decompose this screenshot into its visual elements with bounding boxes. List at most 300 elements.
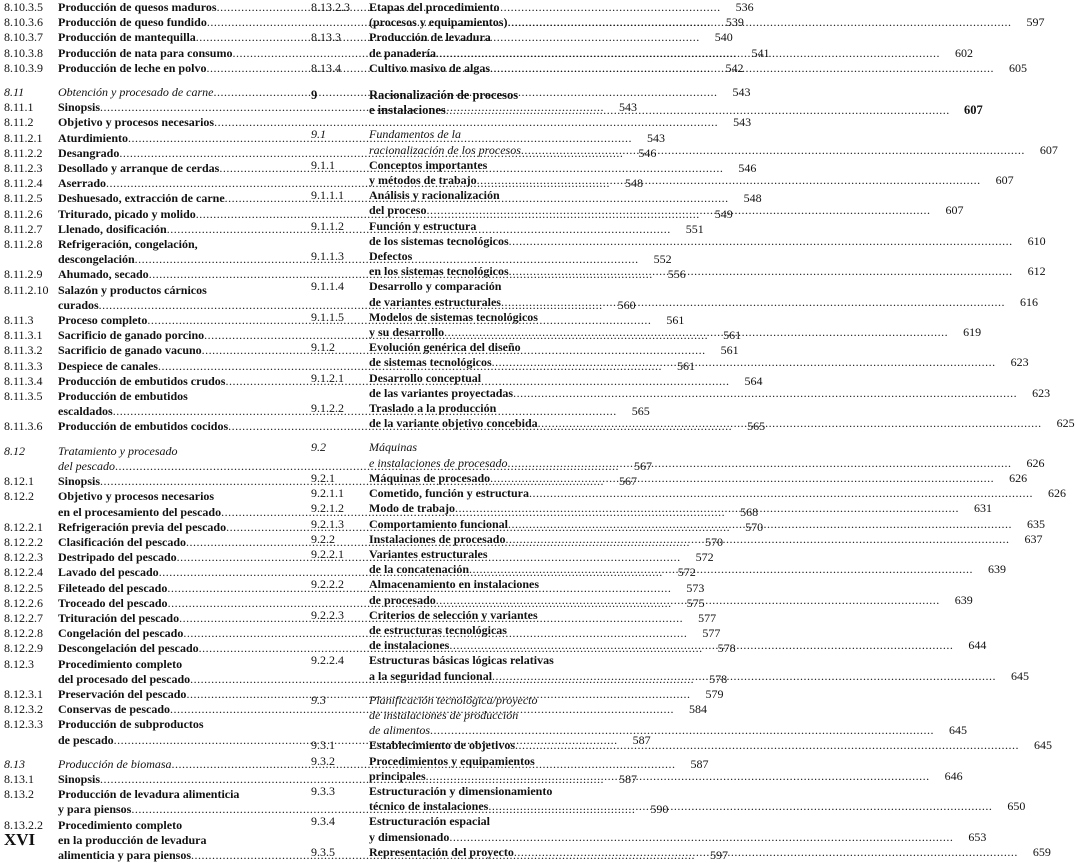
toc-entry-page: 578 [717, 641, 736, 656]
toc-entry-text: Proceso completo [58, 313, 148, 328]
toc-entry-text: Destripado del pescado [58, 550, 177, 565]
toc-entry-text: Modelos de sistemas tecnológicos [369, 309, 538, 324]
toc-entry-text: Lavado del pescado [58, 565, 159, 580]
toc-entry-page: 564 [744, 373, 763, 388]
toc-entry-line [58, 389, 292, 404]
toc-entry-text: Instalaciones de procesado [369, 531, 506, 546]
toc-entry-text: Conceptos importantes [369, 157, 488, 172]
toc-entry-number: 9.3.3 [311, 783, 335, 798]
toc-entry-number: 8.11.1 [4, 100, 34, 115]
toc-entry-number: 8.12.2.4 [4, 565, 43, 580]
toc-entry-text: Establecimiento de objetivos [369, 738, 515, 753]
toc-entry-number: 9.2.2.2 [311, 577, 344, 592]
toc-entry-text: Deshuesado, extracción de carne [58, 191, 225, 206]
toc-entry-page: 616 [1019, 294, 1038, 309]
toc-entry-line [369, 723, 967, 738]
toc-entry-page: 607 [945, 203, 964, 218]
toc-entry-number: 9.2.2.3 [311, 607, 344, 622]
toc-entry-number: 8.13.3 [311, 30, 341, 45]
toc-entry-number: 9.2 [311, 440, 326, 455]
toc-entry-page: 577 [698, 610, 717, 625]
toc-entry-page: 573 [686, 580, 705, 595]
dot-leader [426, 769, 930, 784]
toc-entry-page: 565 [631, 404, 650, 419]
toc-entry-number: 8.11.2.6 [4, 206, 43, 221]
toc-entry-line [369, 188, 597, 203]
toc-entry-page: 587 [690, 756, 709, 771]
toc-entry-text: Producción de embutidos crudos [58, 373, 226, 388]
toc-entry-line [369, 88, 597, 103]
toc-entry-page: 579 [705, 686, 724, 701]
toc-entry-page: 639 [954, 592, 973, 607]
toc-entry-text: Aserrado [58, 176, 106, 191]
toc-entry-number: 8.11.2.1 [4, 130, 43, 145]
toc-entry-number: 8.12.3.1 [4, 686, 43, 701]
toc-entry-page: 635 [1027, 516, 1045, 531]
dot-leader [521, 143, 1025, 158]
toc-entry-number: 8.11.2.9 [4, 267, 43, 282]
toc-entry-line [369, 310, 597, 325]
toc-entry-number: 9.1.1.5 [311, 309, 344, 324]
toc-entry-page: 625 [1056, 416, 1075, 431]
toc-entry-page: 549 [714, 206, 733, 221]
toc-entry-page: 587 [632, 732, 651, 747]
toc-entry-page: 546 [738, 161, 757, 176]
toc-entry-line [369, 693, 597, 708]
toc-entry-line [369, 577, 597, 592]
toc-entry-page: 570 [705, 534, 723, 549]
toc-entry-text: Descongelación del pescado [58, 641, 199, 656]
toc-entry-number: 9.1.1 [311, 157, 335, 172]
toc-entry-text: Procedimiento completo [58, 817, 183, 832]
toc-entry-text: y métodos de trabajo [369, 173, 477, 188]
dot-leader [490, 61, 994, 76]
toc-entry-text: Sinopsis [58, 100, 101, 115]
toc-entry-number: 8.11.3.3 [4, 358, 43, 373]
toc-entry-page: 626 [1026, 455, 1045, 470]
dot-leader [529, 486, 1033, 501]
toc-entry-number: 8.11.2.5 [4, 191, 43, 206]
toc-entry-text: Producción de nata para consumo [58, 45, 233, 60]
toc-entry-text: Estructuración espacial [369, 814, 490, 829]
toc-entry-text: de sistemas tecnológicos [369, 355, 492, 370]
toc-entry-text: Defectos [369, 249, 413, 264]
toc-entry-text: Producción de mantequilla [58, 30, 196, 45]
toc-entry-text: Producción de queso fundido [58, 15, 207, 30]
dot-leader [455, 501, 959, 516]
toc-entry-number: 9.1.1.1 [311, 188, 344, 203]
toc-entry-text: Planificación tecnológica/proyecto [369, 692, 538, 707]
dot-leader [501, 295, 1005, 310]
dot-leader [505, 532, 1009, 547]
toc-entry-text: de la variante objetivo concebida [369, 416, 538, 431]
toc-entry-page: 542 [725, 60, 744, 75]
toc-entry-text: e instalaciones de procesado [369, 455, 508, 470]
toc-entry-page: 540 [714, 30, 733, 45]
toc-entry-text: Máquinas de procesado [369, 470, 491, 485]
toc-entry-page: 650 [1007, 799, 1026, 814]
toc-entry-title [58, 115, 752, 130]
toc-entry-number: 9.3.4 [311, 814, 335, 829]
toc-entry-page: 572 [677, 565, 696, 580]
toc-entry-text: Traslado a la producción [369, 401, 497, 416]
toc-entry-text: del pescado [58, 458, 115, 473]
toc-entry-number: 9.2.1.2 [311, 501, 344, 516]
toc-entry-page: 607 [995, 173, 1014, 188]
toc-entry-number: 9 [311, 88, 318, 103]
toc-entry-page: 612 [1027, 264, 1046, 279]
toc-entry-page: 639 [988, 562, 1006, 577]
toc-entry-page: 561 [720, 343, 739, 358]
toc-entry-line [369, 784, 597, 799]
toc-entry-page: 587 [619, 771, 638, 786]
toc-entry-number: 8.11.3.5 [4, 389, 43, 404]
toc-entry-text: Producción de biomasa [58, 756, 172, 771]
toc-entry-number: 8.12.3.2 [4, 702, 43, 717]
toc-entry-text: Cultivo masivo de algas [369, 60, 491, 75]
toc-entry-line [369, 623, 597, 638]
toc-entry-number: 9.3.2 [311, 753, 335, 768]
toc-entry-line [58, 717, 292, 732]
toc-entry-text: Comportamiento funcional [369, 516, 508, 531]
toc-entry-line [58, 833, 292, 848]
toc-entry-text: curados [58, 297, 99, 312]
toc-entry-text: Desarrollo y comparación [369, 279, 502, 294]
toc-entry-text: de estructuras tecnológicas [369, 622, 507, 637]
dot-leader [436, 593, 940, 608]
toc-entry-page: 623 [1010, 355, 1029, 370]
toc-entry-page: 578 [709, 671, 728, 686]
toc-entry-number: 9.2.2.1 [311, 546, 344, 561]
toc-entry-page: 644 [968, 638, 987, 653]
dot-leader [492, 355, 996, 370]
dot-leader [515, 738, 1019, 753]
toc-entry-text: Estructuración y dimensionamiento [369, 783, 553, 798]
toc-entry-page: 626 [1047, 486, 1066, 501]
toc-entry-number: 8.12.3.3 [4, 717, 43, 732]
toc-entry-number: 8.12.2.8 [4, 626, 43, 641]
toc-entry-page: 607 [963, 103, 983, 118]
toc-entry-page: 577 [702, 626, 721, 641]
toc-entry-text: Producción de embutidos [58, 389, 188, 404]
toc-entry-page: 546 [638, 145, 657, 160]
toc-entry-text: Etapas del procedimiento [369, 0, 500, 14]
toc-entry-text: Clasificación del pescado [58, 534, 186, 549]
toc-entry-number: 8.12.2 [4, 489, 34, 504]
toc-entry-text: e instalaciones [369, 103, 446, 118]
toc-entry-line [58, 657, 292, 672]
toc-entry-page: 637 [1024, 531, 1043, 546]
toc-entry-page: 560 [617, 297, 636, 312]
toc-entry-text: Llenado, dosificación [58, 221, 167, 236]
toc-entry-text: de variantes estructurales [369, 294, 501, 309]
toc-entry-line [369, 127, 597, 142]
toc-entry-number: 8.11.3.2 [4, 343, 43, 358]
toc-entry-text: de instalaciones [369, 638, 450, 653]
toc-entry-text: de panadería [369, 45, 437, 60]
toc-entry-text: y dimensionado [369, 829, 450, 844]
toc-entry-text: Refrigeración previa del pescado [58, 519, 227, 534]
toc-entry-page: 567 [633, 458, 652, 473]
dot-leader [492, 669, 996, 684]
toc-entry-title [369, 814, 987, 844]
toc-entry-number: 9.3 [311, 692, 326, 707]
toc-entry-line [369, 547, 597, 562]
toc-entry-page: 543 [733, 115, 752, 130]
toc-entry-number: 9.2.1 [311, 470, 335, 485]
toc-entry-page: 597 [1026, 15, 1045, 30]
toc-entry-page: 653 [968, 829, 987, 844]
toc-entry-line [369, 401, 597, 416]
toc-entry [311, 486, 1066, 501]
toc-entry-page: 602 [955, 45, 974, 60]
toc-entry-text: Obtención y procesado de carne [58, 85, 214, 100]
toc-entry-text: de procesado [369, 592, 436, 607]
toc-entry-number: 8.13.2.3 [311, 0, 350, 14]
toc-entry-page: 575 [686, 595, 705, 610]
toc-entry-number: 9.1.2.2 [311, 401, 344, 416]
toc-entry-page: 597 [710, 847, 729, 862]
toc-entry-page: 548 [625, 176, 643, 191]
dot-leader [509, 234, 1013, 249]
toc-entry-number: 9.2.1.1 [311, 486, 344, 501]
dot-leader [488, 799, 992, 814]
toc-entry-text: Modo de trabajo [369, 501, 455, 516]
toc-entry-page: 543 [619, 100, 638, 115]
page-folio: XVI [4, 830, 36, 849]
toc-entry-page: 568 [740, 504, 759, 519]
toc-entry-text: Fileteado del pescado [58, 580, 168, 595]
toc-entry-text: Función y estructura [369, 218, 477, 233]
toc-entry-text: Producción de quesos maduros [58, 0, 217, 14]
toc-entry-text: Sacrificio de ganado porcino [58, 328, 205, 343]
toc-entry-page: 572 [695, 550, 714, 565]
toc-entry-number: 8.11.3.6 [4, 419, 43, 434]
toc-entry-number: 8.10.3.8 [4, 45, 43, 60]
toc-entry-text: principales [369, 768, 426, 783]
toc-entry-page: 607 [1039, 142, 1058, 157]
toc-entry-text: Estructuras básicas lógicas relativas [369, 653, 554, 668]
toc-entry-text: Criterios de selección y variantes [369, 607, 538, 622]
toc-entry-text: Producción de leche en polvo [58, 60, 207, 75]
toc-entry-text: Preservación del pescado [58, 686, 187, 701]
toc-entry-text: en la producción de levadura [58, 832, 207, 847]
toc-entry-number: 8.11.2.2 [4, 145, 43, 160]
toc-entry-text: de alimentos [369, 723, 430, 738]
toc-entry-line [369, 608, 597, 623]
toc-entry-text: Producción de embutidos cocidos [58, 419, 229, 434]
toc-entry-text: Ahumado, secado [58, 267, 149, 282]
dot-leader [430, 723, 934, 738]
toc-entry-number: 8.10.3.5 [4, 0, 43, 14]
dot-leader [449, 638, 953, 653]
toc-entry-number: 8.11.2.3 [4, 161, 43, 176]
dot-leader [449, 830, 953, 845]
toc-entry-number: 9.1 [311, 127, 326, 142]
toc-entry-line [369, 279, 597, 294]
toc-entry-page: 645 [1034, 738, 1052, 753]
toc-entry-text: del proceso [369, 203, 427, 218]
toc-entry-page: 645 [949, 723, 967, 738]
toc-entry-page: 541 [751, 45, 770, 60]
toc-entry-text: Desangrado [58, 145, 120, 160]
toc-entry-number: 9.3.1 [311, 738, 335, 753]
toc-entry-text: Conservas de pescado [58, 702, 171, 717]
toc-entry-page: 631 [974, 501, 992, 516]
toc-entry-page: 561 [723, 328, 742, 343]
toc-entry-text: Racionalización de procesos [369, 88, 519, 103]
toc-entry-text: Trituración del pescado [58, 610, 180, 625]
toc-entry-text: Representación del proyecto [369, 844, 514, 859]
toc-entry-number: 9.3.5 [311, 844, 335, 859]
toc-entry-line [58, 787, 292, 802]
toc-entry-line [369, 233, 1046, 249]
toc-entry-number: 8.11 [4, 85, 25, 100]
toc-entry-text: Fundamentos de la [369, 127, 461, 142]
dot-leader [508, 456, 1012, 471]
dot-leader [477, 173, 981, 188]
toc-entry-page: 645 [1011, 668, 1030, 683]
toc-entry-text: escaldados [58, 404, 113, 419]
dot-leader [538, 416, 1042, 431]
toc-entry-page: 605 [1009, 60, 1028, 75]
toc-entry-line [58, 818, 292, 833]
toc-entry-text: Tratamiento y procesado [58, 443, 178, 458]
toc-entry-text: Congelación del pescado [58, 626, 184, 641]
toc-entry-line [58, 489, 292, 504]
toc-entry-number: 8.11.3.4 [4, 373, 43, 388]
toc-entry-text: (procesos y equipamientos) [369, 15, 508, 30]
toc-entry-line [369, 486, 1066, 501]
toc-entry-number: 8.10.3.7 [4, 30, 43, 45]
toc-entry-text: y su desarrollo [369, 325, 445, 340]
toc-entry-text: Máquinas [369, 440, 417, 455]
toc-entry-line [369, 249, 597, 264]
toc-entry-line [369, 0, 597, 15]
toc-entry-number: 8.10.3.9 [4, 60, 43, 75]
toc-entry-page: 584 [689, 702, 708, 717]
toc-entry-number: 8.12.2.9 [4, 641, 43, 656]
toc-entry-text: descongelación [58, 252, 135, 267]
dot-leader [490, 471, 994, 486]
toc-entry-text: racionalización de los procesos [369, 142, 521, 157]
dot-leader [508, 517, 1012, 532]
dot-leader [444, 325, 948, 340]
toc-entry-text: Sinopsis [58, 474, 101, 489]
toc-entry-page: 536 [735, 0, 754, 14]
toc-entry-page: 565 [747, 419, 766, 434]
toc-entry-line [369, 158, 597, 173]
toc-entry-number: 8.12.3 [4, 656, 34, 671]
toc-entry-line [369, 829, 987, 845]
toc-entry-text: técnico de instalaciones [369, 799, 489, 814]
toc-entry-text: Evolución genérica del diseño [369, 340, 521, 355]
toc-entry-page: 623 [1032, 385, 1051, 400]
toc-entry-text: Troceado del pescado [58, 595, 168, 610]
toc-entry-page: 543 [732, 85, 751, 100]
toc-entry [311, 814, 987, 844]
toc-entry-number: 8.13 [4, 756, 25, 771]
toc-entry-page: 567 [619, 474, 638, 489]
toc-entry-page: 561 [666, 313, 685, 328]
toc-entry-text: Sinopsis [58, 771, 101, 786]
toc-entry-page: 548 [743, 191, 762, 206]
toc-entry-page: 619 [963, 325, 982, 340]
toc-entry-text: Refrigeración, congelación, [58, 237, 198, 252]
toc-entry-number: 9.2.2.4 [311, 653, 344, 668]
toc-entry-line [369, 708, 597, 723]
dot-leader [514, 845, 1018, 860]
toc-entry-number: 9.1.1.2 [311, 218, 344, 233]
toc-entry-page: 552 [653, 252, 672, 267]
toc-entry [4, 115, 752, 130]
toc-entry-number: 8.11.2.7 [4, 221, 43, 236]
toc-entry-number: 8.12.2.7 [4, 610, 43, 625]
dot-leader [446, 103, 950, 118]
toc-entry-page: 551 [685, 221, 704, 236]
toc-entry-line [369, 371, 597, 386]
toc-entry-text: Análisis y racionalización [369, 188, 500, 203]
toc-entry-line [58, 283, 292, 298]
toc-entry-number: 8.13.1 [4, 771, 34, 786]
dot-leader [469, 562, 973, 577]
toc-entry-text: Desollado y arranque de cerdas [58, 161, 220, 176]
toc-entry-page: 556 [667, 267, 686, 282]
toc-entry-page: 539 [725, 15, 744, 30]
toc-entry-line [369, 440, 597, 455]
toc-entry-text: Desarrollo conceptual [369, 370, 482, 385]
toc-entry-text: Triturado, picado y molido [58, 206, 196, 221]
dot-leader [436, 46, 940, 61]
toc-entry-page: 590 [650, 802, 669, 817]
dot-leader [426, 203, 930, 218]
dot-leader [507, 15, 1011, 30]
toc-entry-number: 8.11.3.1 [4, 328, 43, 343]
toc-entry-text: a la seguridad funcional [369, 668, 493, 683]
toc-entry-text: del procesado del pescado [58, 671, 191, 686]
toc-entry-line [58, 237, 292, 252]
toc-entry-number: 8.11.3 [4, 313, 34, 328]
toc-entry-number: 8.12.1 [4, 474, 34, 489]
toc-entry-text: en los sistemas tecnológicos [369, 264, 509, 279]
toc-entry-text: Producción de levadura alimenticia [58, 787, 240, 802]
dot-leader [513, 386, 1017, 401]
toc-entry-number: 8.13.2 [4, 787, 34, 802]
toc-entry-number: 9.1.2 [311, 340, 335, 355]
toc-entry-text: Objetivo y procesos necesarios [58, 489, 215, 504]
toc-entry-text: Despiece de canales [58, 358, 158, 373]
toc-entry-number: 9.1.1.3 [311, 249, 344, 264]
toc-entry-line [58, 444, 292, 459]
dot-leader [509, 264, 1013, 279]
toc-entry-page: 570 [745, 519, 764, 534]
toc-entry-line [369, 814, 597, 829]
toc-entry-line [369, 340, 597, 355]
toc-entry-number: 8.13.4 [311, 60, 341, 75]
toc-entry-number: 8.13.2.2 [4, 817, 43, 832]
toc-entry-text: de los sistemas tecnológicos [369, 233, 509, 248]
toc-entry-page: 659 [1032, 844, 1051, 859]
toc-entry-number: 9.2.2 [311, 531, 335, 546]
toc-entry-text: de la concatenación [369, 562, 469, 577]
toc-entry-number: 8.10.3.6 [4, 15, 43, 30]
toc-entry-line [369, 219, 597, 234]
toc-entry-page: 561 [676, 358, 695, 373]
toc-entry-number: 8.12.2.6 [4, 595, 43, 610]
toc-entry-line [58, 115, 752, 130]
toc-entry-text: y para piensos [58, 802, 132, 817]
toc-entry-title [369, 486, 1066, 501]
